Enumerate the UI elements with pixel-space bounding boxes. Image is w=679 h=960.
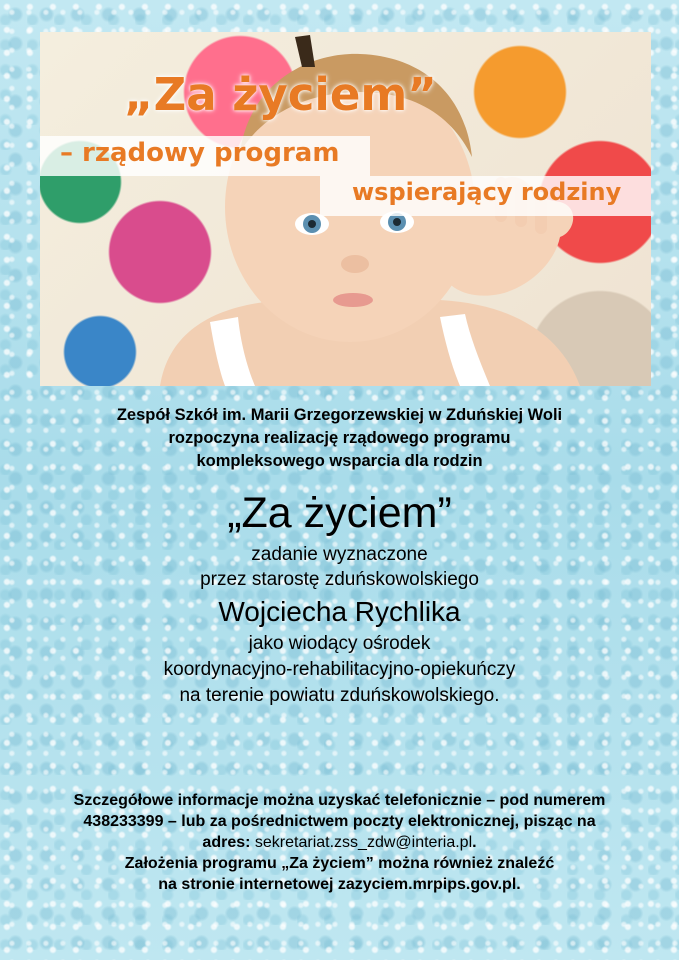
contact-line-5: na stronie internetowej zazyciem.mrpips.gov.pl.: [158, 876, 521, 893]
contact-line-1: Szczegółowe informacje można uzyskać telefonicznie – pod numerem: [73, 792, 606, 809]
banner-title: „Za życiem”: [124, 68, 437, 121]
task-text: [0, 542, 679, 592]
contact-line-4: Założenia programu „Za życiem” można również znaleźć: [124, 855, 555, 872]
intro-text: [0, 404, 679, 473]
task-line-1: zadanie wyznaczone: [251, 544, 428, 565]
banner-subtitle-2: wspierający rodziny: [352, 178, 622, 206]
email-address: sekretariat.zss_zdw@interia.pl: [254, 834, 473, 851]
contact-line-2: 438233399 – lub za pośrednictwem poczty elektronicznej, pisząc na: [83, 813, 596, 830]
person-name: Wojciecha Rychlika: [218, 596, 461, 627]
task-line-2: przez starostę zduńskowolskiego: [200, 569, 479, 590]
intro-line-1: Zespół Szkół im. Marii Grzegorzewskiej w Zduńskiej Woli: [116, 406, 563, 424]
banner-subtitle-1: – rządowy program: [60, 138, 340, 168]
contact-info: [0, 790, 679, 895]
role-line-1: jako wiodący ośrodek: [248, 633, 431, 654]
program-headline: „Za życiem”: [227, 489, 452, 537]
address-period: .: [472, 834, 477, 851]
address-label: adres:: [202, 834, 251, 851]
banner-image: [40, 32, 651, 386]
role-line-2: koordynacyjno-rehabilitacyjno-opiekuńczy: [163, 659, 516, 680]
role-text: [0, 631, 679, 709]
contact-line-3: [0, 832, 679, 853]
intro-line-3: kompleksowego wsparcia dla rodzin: [196, 452, 483, 470]
role-line-3: na terenie powiatu zduńskowolskiego.: [179, 685, 500, 706]
intro-line-2: rozpoczyna realizację rządowego programu: [168, 429, 511, 447]
